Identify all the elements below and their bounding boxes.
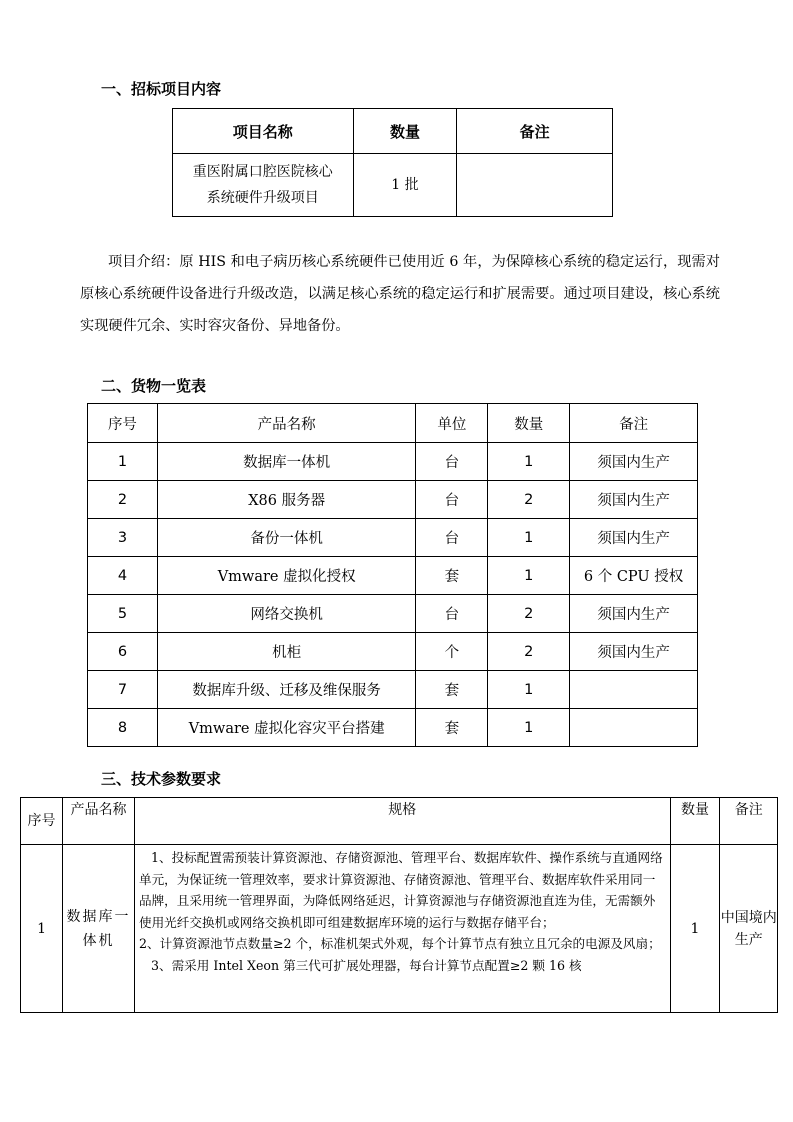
table-header-row	[173, 109, 613, 154]
header-unit: 单位	[416, 404, 488, 443]
table-header-row	[21, 798, 778, 845]
cell-note: 须国内生产	[570, 481, 698, 519]
cell-quantity: 1	[488, 557, 570, 595]
cell-note: 须国内生产	[570, 595, 698, 633]
section2-heading: 二、货物一览表	[101, 377, 207, 395]
cell-note: 6 个 CPU 授权	[570, 557, 698, 595]
cell-product-name: 机柜	[157, 633, 416, 671]
cell-quantity: 1	[488, 443, 570, 481]
header-product-name: 产品名称	[63, 798, 135, 845]
cell-unit: 套	[416, 709, 488, 747]
technical-params-table	[20, 797, 778, 1013]
project-intro-paragraph: 项目介绍：原 HIS 和电子病历核心系统硬件已使用近 6 年，为保障核心系统的稳定运行，现需对原核心系统硬件设备进行升级改造，以满足核心系统的稳定运行和扩展需要。通过项目建设，核心系统实现硬件冗余、实时容灾备份、异地备份。	[80, 254, 720, 334]
cell-product-name: Vmware 虚拟化授权	[157, 557, 416, 595]
cell-unit: 台	[416, 481, 488, 519]
cell-product-name: 数据库一体机	[157, 443, 416, 481]
header-spec: 规格	[134, 798, 670, 845]
table-header-row	[88, 404, 698, 443]
header-note: 备注	[457, 109, 613, 154]
cell-unit: 台	[416, 595, 488, 633]
project-name-cell	[173, 154, 354, 217]
table-row	[88, 595, 698, 633]
cell-product-name: Vmware 虚拟化容灾平台搭建	[157, 709, 416, 747]
cell-unit: 个	[416, 633, 488, 671]
cell-quantity: 2	[488, 633, 570, 671]
cell-note	[570, 709, 698, 747]
cell-no: 7	[88, 671, 158, 709]
cell-product-name: 网络交换机	[157, 595, 416, 633]
project-name-line1: 重医附属口腔医院核心	[192, 164, 333, 180]
cell-unit: 台	[416, 443, 488, 481]
header-quantity: 数量	[488, 404, 570, 443]
table-row	[88, 557, 698, 595]
cell-no: 6	[88, 633, 158, 671]
table-row	[21, 845, 778, 1013]
cell-quantity: 2	[488, 595, 570, 633]
cell-quantity: 1	[670, 845, 720, 1013]
cell-note: 须国内生产	[570, 519, 698, 557]
cell-note: 须国内生产	[570, 633, 698, 671]
header-product-name: 产品名称	[157, 404, 416, 443]
header-note: 备注	[720, 798, 778, 845]
cell-no: 1	[88, 443, 158, 481]
header-quantity: 数量	[353, 109, 457, 154]
table-row	[173, 154, 613, 217]
cell-spec	[134, 845, 670, 1013]
section1-heading: 一、招标项目内容	[101, 80, 222, 98]
table-row	[88, 709, 698, 747]
table-row	[88, 671, 698, 709]
cell-no: 1	[21, 845, 63, 1013]
cell-note	[570, 671, 698, 709]
cell-quantity: 1	[488, 709, 570, 747]
header-project-name: 项目名称	[173, 109, 354, 154]
cell-no: 2	[88, 481, 158, 519]
cell-product-name: 备份一体机	[157, 519, 416, 557]
spec-item-1: 1、投标配置需预装计算资源池、存储资源池、管理平台、数据库软件、操作系统与直通网络单元，为保证统一管理效率，要求计算资源池、存储资源池、管理平台、数据库软件采用同一品牌，且采用统一管理界面，为降低网络延迟，计算资源池与存储资源池直连为佳，无需额外使用光纤交换机或网络交换机即可组建数据库环境的运行与数据存储平台；	[138, 850, 663, 930]
header-quantity: 数量	[670, 798, 720, 845]
project-name-line2: 系统硬件升级项目	[206, 190, 319, 206]
section3-heading: 三、技术参数要求	[101, 770, 222, 788]
cell-note: 须国内生产	[570, 443, 698, 481]
cell-unit: 套	[416, 671, 488, 709]
table-row	[88, 443, 698, 481]
cell-no: 4	[88, 557, 158, 595]
header-note: 备注	[570, 404, 698, 443]
spec-item-2: 2、计算资源池节点数量≥2 个，标准机架式外观，每个计算节点有独立且冗余的电源及风扇；	[138, 936, 661, 951]
cell-product-name: 数据库升级、迁移及维保服务	[157, 671, 416, 709]
table-row	[88, 519, 698, 557]
cell-no: 5	[88, 595, 158, 633]
cell-no: 8	[88, 709, 158, 747]
cell-product-name: X86 服务器	[157, 481, 416, 519]
goods-list-table	[87, 403, 698, 747]
table-row	[88, 633, 698, 671]
cell-quantity: 1	[488, 519, 570, 557]
cell-product-name: 数据库一体机	[63, 845, 135, 1013]
project-quantity-cell: 1 批	[353, 154, 457, 217]
project-note-cell	[457, 154, 613, 217]
cell-unit: 台	[416, 519, 488, 557]
cell-unit: 套	[416, 557, 488, 595]
cell-note: 中国境内生产	[720, 845, 778, 1013]
header-serial-no: 序号	[88, 404, 158, 443]
cell-quantity: 2	[488, 481, 570, 519]
cell-no: 3	[88, 519, 158, 557]
table-row	[88, 481, 698, 519]
header-serial-no: 序号	[21, 798, 63, 845]
spec-item-3: 3、需采用 Intel Xeon 第三代可扩展处理器，每台计算节点配置≥2 颗 16 核	[150, 957, 582, 973]
project-content-table	[172, 108, 613, 217]
cell-quantity: 1	[488, 671, 570, 709]
